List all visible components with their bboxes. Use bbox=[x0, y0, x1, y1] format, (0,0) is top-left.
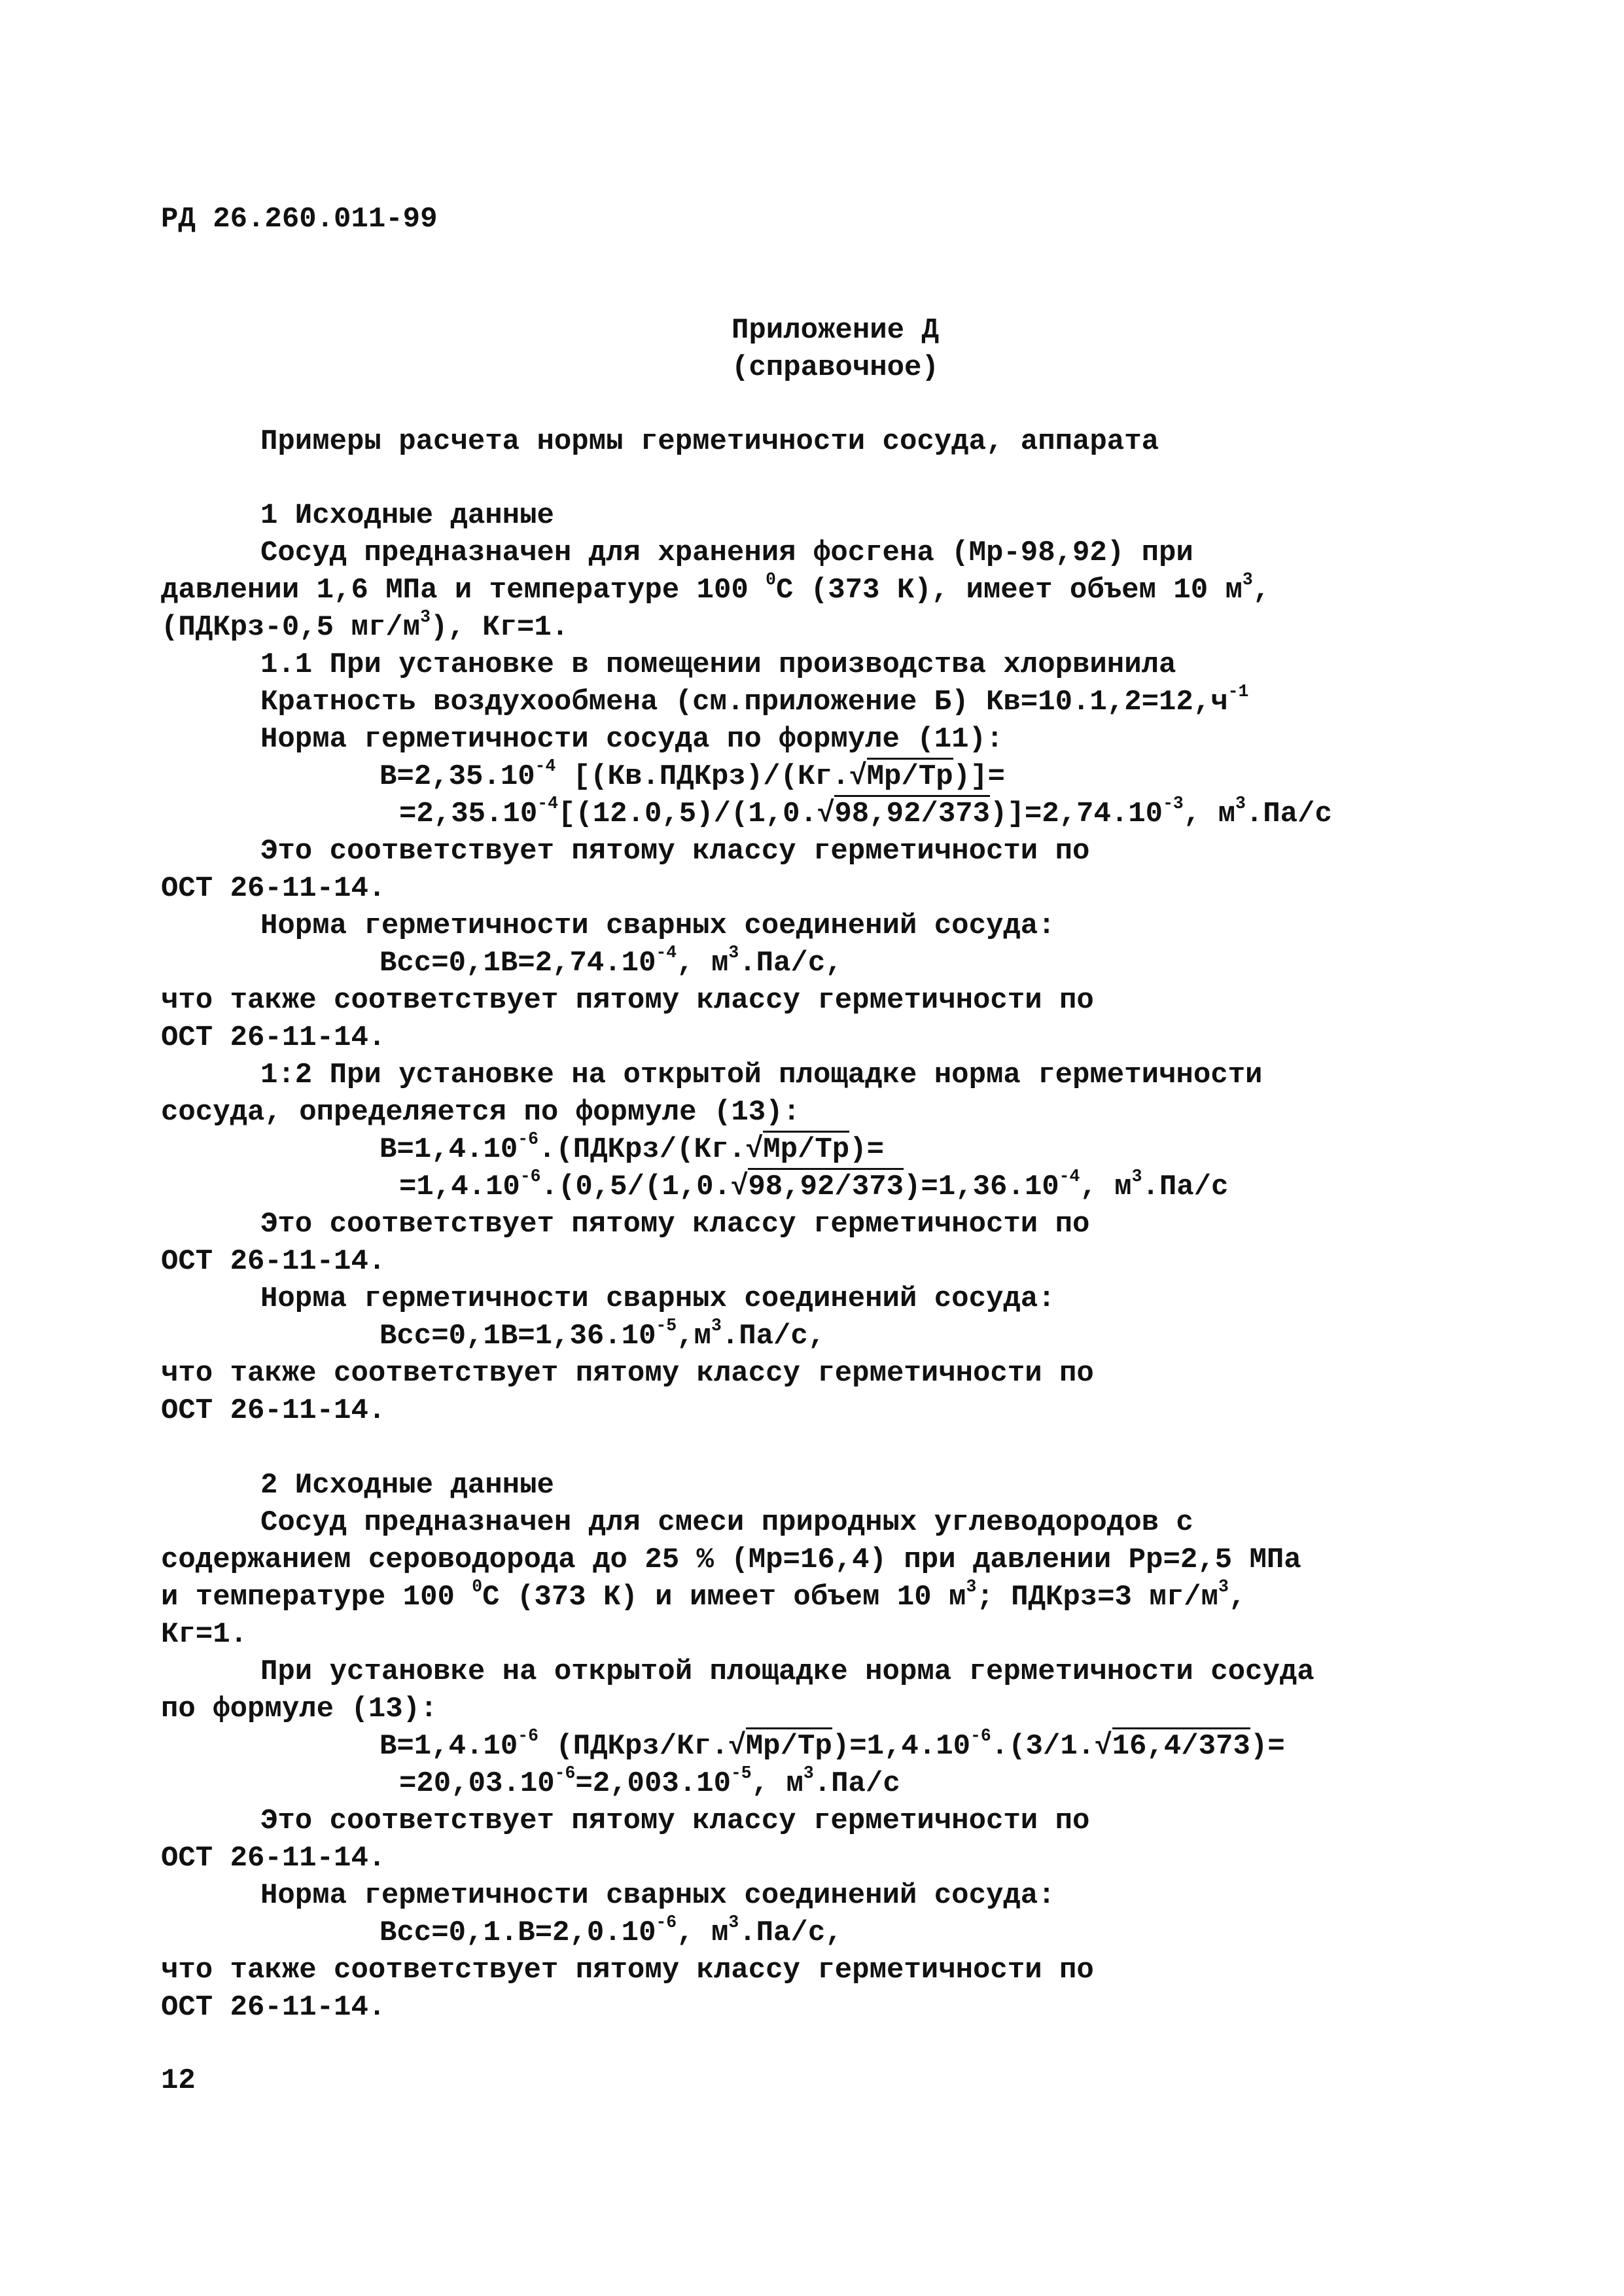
section2-line2: содержанием сероводорода до 25 % (Мр=16,4) при давлении Рр=2,5 МПа bbox=[161, 1544, 1301, 1576]
section1-title: 1 Исходные данные bbox=[260, 499, 554, 532]
s11-class-line1: Это соответствует пятому классу герметичности по bbox=[260, 835, 1090, 868]
appendix-subtitle: (справочное) bbox=[732, 351, 939, 384]
s12-class-line2: ОСТ 26-11-14. bbox=[161, 1245, 386, 1278]
s12-weld-formula: $Вcc=0,1В=1,36.10^{-5},м^3.Па/с$, bbox=[380, 1316, 826, 1352]
section2-para-line2: по формуле (13): bbox=[161, 1693, 438, 1725]
s11-weld-formula: $Вcc=0,1В=2,74.10^{-4}$, $м^3.Па/с$, bbox=[380, 943, 843, 980]
section2-line4: Кг=1. bbox=[161, 1618, 248, 1651]
section2-line1: Сосуд предназначен для смеси природных углеводородов с bbox=[260, 1506, 1193, 1539]
s12-weld-line4: ОСТ 26-11-14. bbox=[161, 1394, 386, 1427]
section2-weld-formula: $Вcc=0,1.В=2,0.10^{-6}$, $м^3.Па/с$, bbox=[380, 1913, 843, 1949]
document-id: РД 26.260.011-99 bbox=[161, 203, 438, 236]
section2-weld-line4: ОСТ 26-11-14. bbox=[161, 1991, 386, 2024]
s11-formula2: $=2,35.10^{-4}[(12.0,5)/(1,0.√98,92/373)]=2,74.10^{-3}$, $м^3.Па/с$ bbox=[399, 794, 1332, 830]
s12-weld-line1: Норма герметичности сварных соединений сосуда: bbox=[260, 1282, 1055, 1315]
s12-line1: 1:2 При установке на открытой площадке норма герметичности bbox=[260, 1059, 1263, 1091]
section2-class-line2: ОСТ 26-11-14. bbox=[161, 1842, 386, 1875]
section1-line3: (ПДКрз-0,5 $мг/м^3$), Кг=1. bbox=[161, 607, 569, 644]
s11-weld-line3: что также соответствует пятому классу герметичности по bbox=[161, 984, 1094, 1017]
section2-formula1: $В=1,4.10^{-6}$ $(ПДКрз/Кг.√Мр/Тр)=1,4.10^{-6}.(3/1.√16,4/373)=$ bbox=[380, 1726, 1285, 1763]
s11-weld-line1: Норма герметичности сварных соединений сосуда: bbox=[260, 910, 1055, 942]
s11-weld-line4: ОСТ 26-11-14. bbox=[161, 1021, 386, 1054]
s11-line2: Кратность воздухообмена (см.приложение Б) $Кв=10.1,2=12,ч^{-1}$ bbox=[260, 682, 1249, 718]
section2-class-line1: Это соответствует пятому классу герметичности по bbox=[260, 1805, 1090, 1837]
s11-class-line2: ОСТ 26-11-14. bbox=[161, 872, 386, 905]
section2-para-line1: При установке на открытой площадке норма герметичности сосуда bbox=[260, 1655, 1315, 1688]
section2-title: 2 Исходные данные bbox=[260, 1469, 554, 1502]
section2-weld-line3: что также соответствует пятому классу герметичности по bbox=[161, 1954, 1094, 1987]
section2-line3: и температуре 100 $^0$С (373 К) и имеет объем 10 $м^3$; ПДКрз=3 $мг/м^3$, bbox=[161, 1577, 1246, 1614]
appendix-title: Приложение Д bbox=[732, 314, 939, 347]
s12-formula2: $=1,4.10^{-6}.(0,5/(1,0.√98,92/373)=1,36.10^{-4}$, $м^3.Па/с$ bbox=[399, 1167, 1229, 1203]
s11-line3: Норма герметичности сосуда по формуле (11): bbox=[260, 723, 1004, 756]
section1-line2: давлении 1,6 МПа и температуре 100 $^0$С (373 К), имеет объем 10 $м^3$, bbox=[161, 570, 1271, 607]
page-number: 12 bbox=[161, 2064, 196, 2097]
s12-weld-line3: что также соответствует пятому классу герметичности по bbox=[161, 1357, 1094, 1390]
section2-formula2: $=20,03.10^{-6}=2,003.10^{-5}$, $м^3.Па/с$ bbox=[399, 1763, 900, 1800]
s11-formula1: $В=2,35.10^{-4}$ [(Кв.ПДКрз)/(Кг.√Мр/Тр)]= bbox=[380, 756, 1005, 793]
section2-weld-line1: Норма герметичности сварных соединений сосуда: bbox=[260, 1879, 1055, 1912]
page-heading: Примеры расчета нормы герметичности сосуда, аппарата bbox=[260, 425, 1159, 458]
section1-line1: Сосуд предназначен для хранения фосгена (Мр-98,92) при bbox=[260, 537, 1193, 569]
s12-class-line1: Это соответствует пятому классу герметичности по bbox=[260, 1208, 1090, 1241]
s12-line2: сосуда, определяется по формуле (13): bbox=[161, 1096, 800, 1129]
s12-formula1: $В=1,4.10^{-6}.(ПДКрз/(Кг.√Мр/Тр)=$ bbox=[380, 1129, 885, 1166]
s11-line1: 1.1 При установке в помещении производства хлорвинила bbox=[260, 648, 1176, 681]
